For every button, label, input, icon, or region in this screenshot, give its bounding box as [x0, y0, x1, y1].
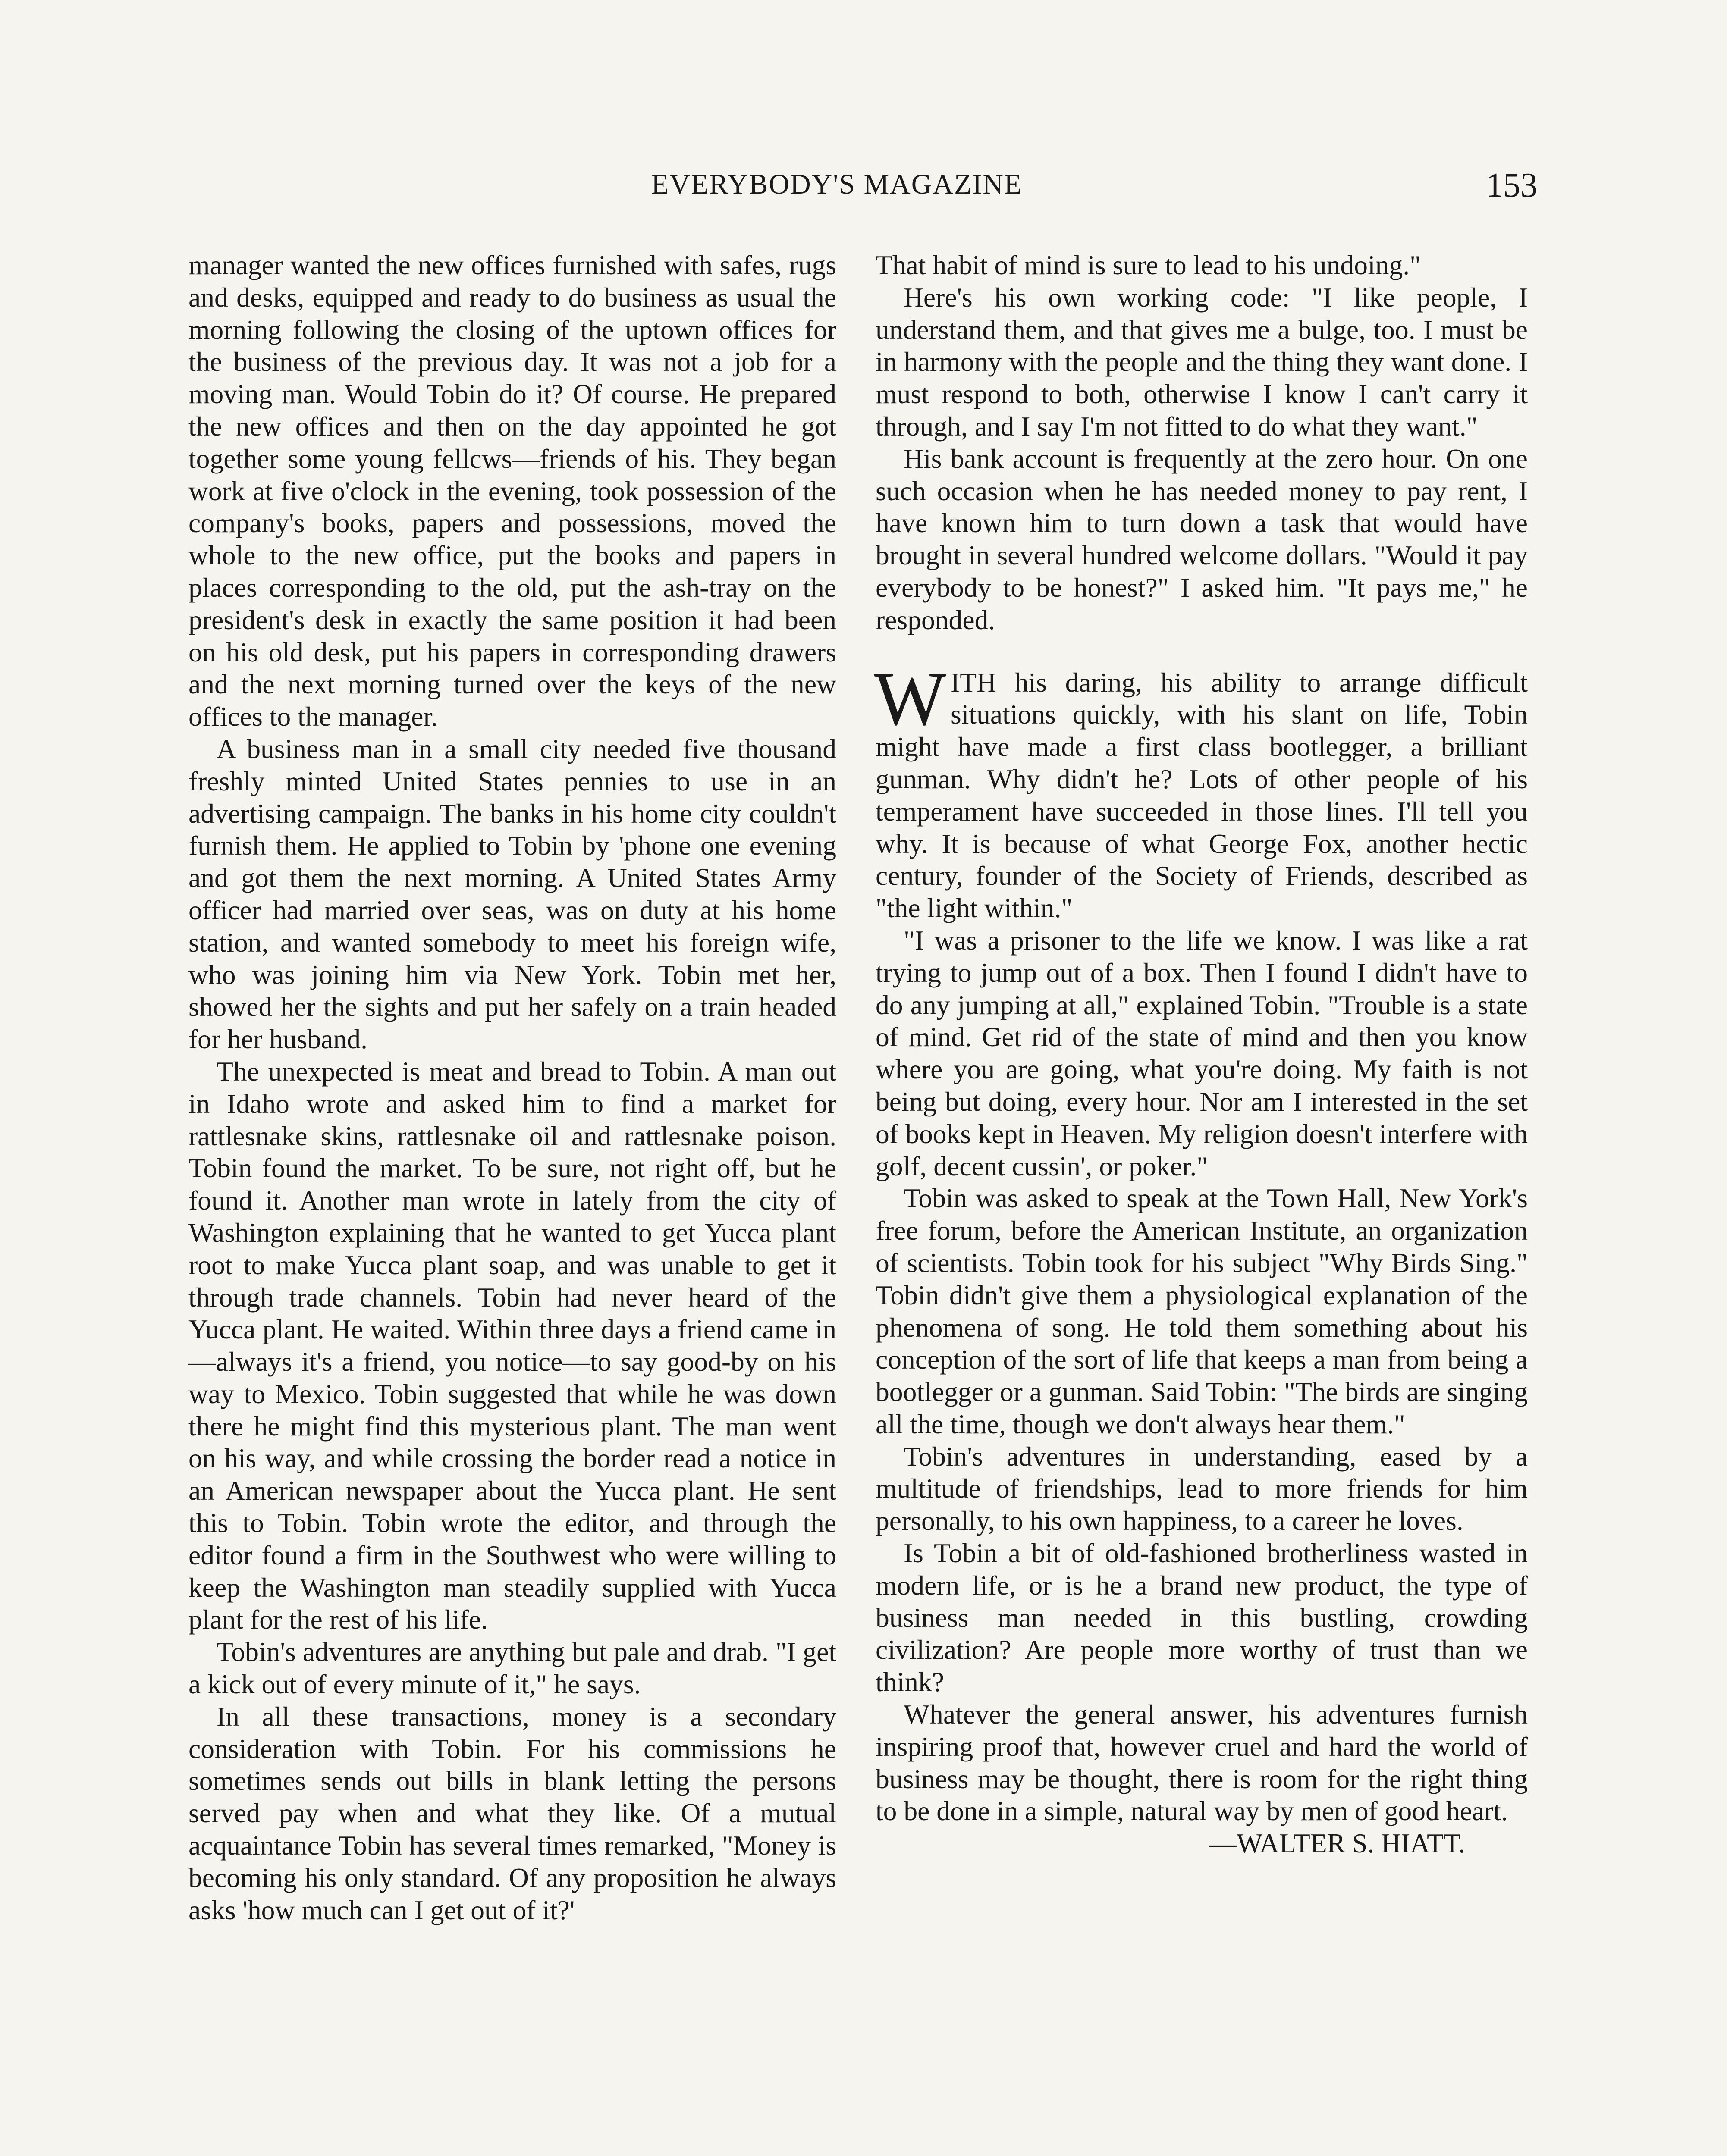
- drop-cap: W: [874, 655, 947, 741]
- drop-cap-paragraph: [874, 655, 1528, 924]
- right-paragraph: Tobin's adventures in understanding, eased by a multitude of friendships, lead to more friends for him personally, to his own happiness, to a career he loves.: [876, 1441, 1528, 1536]
- left-column: [188, 249, 836, 1926]
- right-column: [876, 249, 1528, 1860]
- author-name: —WALTER S. HIATT.: [1209, 1828, 1465, 1859]
- right-paragraph: Here's his own working code: "I like people, I understand them, and that gives me a bulge, too. I must be in harmony with the people and the thing they want done. I must respond to both, otherwise I know I can't carry it through, and I say I'm not fitted to do what they want.": [876, 282, 1528, 442]
- byline: [876, 1827, 1528, 1860]
- right-paragraph: That habit of mind is sure to lead to his undoing.": [876, 250, 1421, 280]
- drop-cap-paragraph-text: ITH his daring, his ability to arrange difficult situations quickly, with his slant on life, Tobin might have made a first class bootlegger, a brilliant gunman. Why didn't he? Lots of other people of his temperament have succeeded in those lines. I'll tell you why. It is because of what George Fox, another hectic century, founder of the Society of Friends, described as "the light within.": [876, 667, 1528, 924]
- right-paragraph: Tobin was asked to speak at the Town Hall, New York's free forum, before the American Institute, an organization of scientists. Tobin took for his subject "Why Birds Sing." Tobin didn't give them a physiological explanation of the phenomena of song. He told them something about his conception of the sort of life that keeps a man from being a bootlegger or a gunman. Said Tobin: "The birds are singing all the time, though we don't always hear them.": [876, 1183, 1528, 1439]
- left-paragraph: manager wanted the new offices furnished with safes, rugs and desks, equipped and ready to do business as usual the morning following the closing of the uptown offices for the business of the previous day. It was not a job for a moving man. Would Tobin do it? Of course. He prepared the new offices and then on the day appointed he got together some young fellcws—friends of his. They began work at five o'clock in the evening, took possession of the company's books, papers and possessions, moved the whole to the new office, put the books and papers in places corresponding to the old, put the ash-tray on the president's desk in exactly the same position it had been on his old desk, put his papers in corresponding drawers and the next morning turned over the keys of the new offices to the manager.: [188, 250, 836, 732]
- section-break: [876, 636, 1528, 667]
- right-paragraph: Is Tobin a bit of old-fashioned brotherliness wasted in modern life, or is he a brand new product, the type of business man needed in this bustling, crowding civilization? Are people more worthy of trust than we think?: [876, 1538, 1528, 1698]
- left-paragraph: A business man in a small city needed five thousand freshly minted United States pennies to use in an advertising campaign. The banks in his home city couldn't furnish them. He applied to Tobin by 'phone one evening and got them the next morning. A United States Army officer had married over seas, was on duty at his home station, and wanted somebody to meet his foreign wife, who was joining him via New York. Tobin met her, showed her the sights and put her safely on a train headed for her husband.: [188, 733, 836, 1055]
- right-paragraph: His bank account is frequently at the zero hour. On one such occasion when he has needed money to pay rent, I have known him to turn down a task that would have brought in several hundred welcome dollars. "Would it pay everybody to be honest?" I asked him. "It pays me," he responded.: [876, 443, 1528, 635]
- left-paragraph: The unexpected is meat and bread to Tobin. A man out in Idaho wrote and asked him to find a market for rattlesnake skins, rattlesnake oil and rattlesnake poison. Tobin found the market. To be sure, not right off, but he found it. Another man wrote in lately from the city of Washington explaining that he wanted to get Yucca plant root to make Yucca plant soap, and was unable to get it through trade channels. Tobin had never heard of the Yucca plant. He waited. Within three days a friend came in—always it's a friend, you notice—to say good-by on his way to Mexico. Tobin suggested that while he was down there he might find this mysterious plant. The man went on his way, and while crossing the border read a notice in an American newspaper about the Yucca plant. He sent this to Tobin. Tobin wrote the editor, and through the editor found a firm in the Southwest who were willing to keep the Washington man steadily supplied with Yucca plant for the rest of his life.: [188, 1056, 836, 1635]
- page-number: 153: [1486, 166, 1538, 204]
- right-paragraph: "I was a prisoner to the life we know. I was like a rat trying to jump out of a box. Then I found I didn't have to do any jumping at all," explained Tobin. "Trouble is a state of mind. Get rid of the state of mind and then you know where you are going, what you're doing. My faith is not being but doing, every hour. Nor am I interested in the set of books kept in Heaven. My religion doesn't interfere with golf, decent cussin', or poker.": [876, 924, 1528, 1181]
- right-paragraph: Whatever the general answer, his adventures furnish inspiring proof that, however cruel and hard the world of business may be thought, there is room for the right thing to be done in a simple, natural way by men of good heart.: [876, 1699, 1528, 1827]
- left-paragraph: In all these transactions, money is a secondary consideration with Tobin. For his commissions he sometimes sends out bills in blank letting the persons served pay when and what they like. Of a mutual acquaintance Tobin has several times remarked, "Money is becoming his only standard. Of any proposition he always asks 'how much can I get out of it?': [188, 1701, 836, 1925]
- left-paragraph: Tobin's adventures are anything but pale and drab. "I get a kick out of every minute of it," he says.: [188, 1636, 836, 1700]
- running-head: EVERYBODY'S MAGAZINE: [651, 169, 1023, 200]
